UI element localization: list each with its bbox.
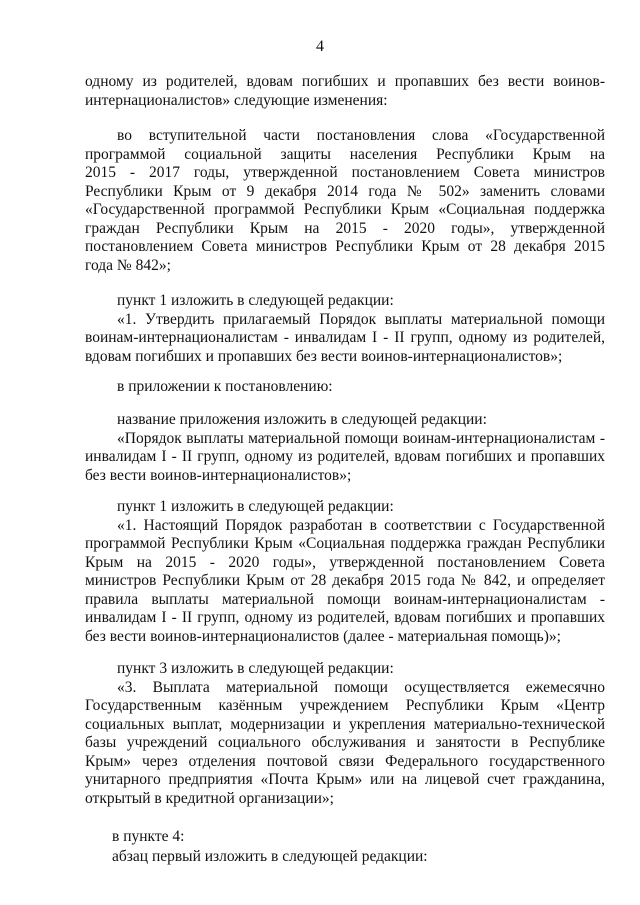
text-line: в пункте 4: — [112, 828, 185, 845]
text-line: Государственным казённым учреждением Республики Крым «Центр — [85, 697, 605, 714]
text-line: во вступительной части постановления слова «Государственной — [117, 127, 605, 144]
text-line: «1. Настоящий Порядок разработан в соответствии с Государственной — [117, 517, 605, 534]
text-line: инвалидам I - II групп, одному из родителей, вдовам погибших и пропавших — [85, 448, 605, 465]
text-line: базы учреждений социального обслуживания и занятости в Республике — [85, 734, 605, 751]
text-line: название приложения изложить в следующей редакции: — [117, 411, 487, 428]
text-line: Крым» через отделения почтовой связи Федерального государственного — [85, 753, 605, 770]
text-line: пункт 1 изложить в следующей редакции: — [117, 292, 394, 309]
text-line: «Государственной программой Республики Крым «Социальная поддержка — [85, 201, 605, 218]
text-line: Крым на 2015 - 2020 годы», утвержденной постановлением Совета — [85, 554, 605, 571]
text-line: «Порядок выплаты материальной помощи воинам-интернационалистам - — [117, 430, 605, 447]
text-line: «3. Выплата материальной помощи осуществляется ежемесячно — [117, 679, 605, 696]
text-line: воинам-интернационалистам - инвалидам I - II групп, одному из родителей, — [85, 329, 605, 346]
text-line: без вести воинов-интернационалистов»; — [85, 467, 352, 484]
text-line: вдовам погибших и пропавших без вести воинов-интернационалистов»; — [85, 348, 563, 365]
text-line: открытый в кредитной организации»; — [85, 790, 334, 807]
text-line: абзац первый изложить в следующей редакции: — [112, 848, 428, 865]
text-line: года № 842»; — [85, 257, 171, 274]
text-line: 2015 - 2017 годы, утвержденной постановлением Совета министров — [85, 164, 605, 181]
text-line: министров Республики Крым от 28 декабря 2015 года № 842, и определяет — [85, 572, 605, 589]
text-line: интернационалистов» следующие изменения: — [85, 92, 388, 109]
text-line: инвалидам I - II групп, одному из родителей, вдовам погибших и пропавших — [85, 609, 605, 626]
text-line: правила выплаты материальной помощи воинам-интернационалистам - — [85, 591, 605, 608]
text-line: в приложении к постановлению: — [117, 378, 333, 395]
text-line: Республики Крым от 9 декабря 2014 года № 502» заменить словами — [85, 183, 605, 200]
page-number: 4 — [316, 38, 324, 55]
text-line: «1. Утвердить прилагаемый Порядок выплаты материальной помощи — [117, 311, 605, 328]
text-line: граждан Республики Крым на 2015 - 2020 годы», утвержденной — [85, 220, 605, 237]
text-line: постановлением Совета министров Республики Крым от 28 декабря 2015 — [85, 238, 605, 255]
text-line: социальных выплат, модернизации и укрепления материально-технической — [85, 716, 605, 733]
text-line: без вести воинов-интернационалистов (далее - материальная помощь)»; — [85, 628, 561, 645]
text-line: одному из родителей, вдовам погибших и пропавших без вести воинов- — [85, 73, 605, 90]
text-line: пункт 3 изложить в следующей редакции: — [117, 660, 394, 677]
text-line: пункт 1 изложить в следующей редакции: — [117, 498, 394, 515]
text-line: унитарного предприятия «Почта Крым» или на лицевой счет гражданина, — [85, 771, 605, 788]
text-line: программой Республики Крым «Социальная поддержка граждан Республики — [85, 535, 605, 552]
text-line: программой социальной защиты населения Республики Крым на — [85, 146, 605, 163]
